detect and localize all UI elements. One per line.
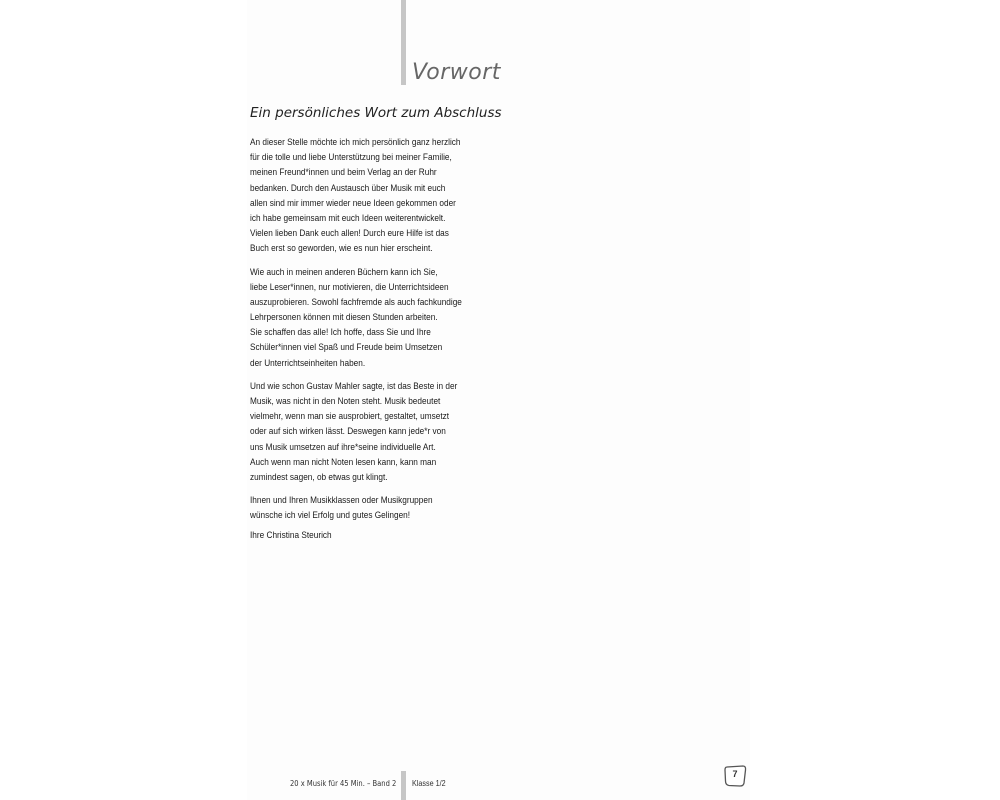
text-line: zumindest sagen, ob etwas gut klingt. xyxy=(250,471,388,483)
text-line: uns Musik umsetzen auf ihre*seine individuelle Art. xyxy=(250,441,436,453)
text-line: meinen Freund*innen und beim Verlag an der Ruhr xyxy=(250,167,437,179)
text-line: für die tolle und liebe Unterstützung bei meiner Familie, xyxy=(250,152,452,164)
text-line: wünsche ich viel Erfolg und gutes Gelingen! xyxy=(250,510,411,522)
text-line: allen sind mir immer wieder neue Ideen gekommen oder xyxy=(250,197,456,209)
signature: Ihre Christina Steurich xyxy=(250,530,332,541)
footer-accent-bar xyxy=(401,771,406,800)
text-line: vielmehr, wenn man sie ausprobiert, gestaltet, umsetzt xyxy=(250,411,450,423)
text-line: ich habe gemeinsam mit euch Ideen weiterentwickelt. xyxy=(250,212,446,224)
text-line: Wie auch in meinen anderen Büchern kann ich Sie, xyxy=(250,266,438,278)
text-line: Sie schaffen das alle! Ich hoffe, dass Sie und Ihre xyxy=(250,327,431,339)
text-line: Schüler*innen viel Spaß und Freude beim Umsetzen xyxy=(250,342,443,354)
paragraph-3 xyxy=(250,379,490,485)
header-accent-bar xyxy=(401,0,406,85)
text-line: Buch erst so geworden, wie es nun hier erscheint. xyxy=(250,243,433,255)
text-line: Lehrpersonen können mit diesen Stunden arbeiten. xyxy=(250,312,438,324)
text-line: auszuprobieren. Sowohl fachfremde als auch fachkundige xyxy=(250,296,462,308)
page-number: 7 xyxy=(732,769,738,779)
chapter-title: Vorwort xyxy=(412,60,501,85)
text-line: Vielen lieben Dank euch allen! Durch eure Hilfe ist das xyxy=(250,228,449,240)
footer-book-title: 20 x Musik für 45 Min. – Band 2 xyxy=(290,779,397,788)
section-subheading: Ein persönliches Wort zum Abschluss xyxy=(250,105,502,121)
page-number-badge xyxy=(723,764,747,788)
text-line: Und wie schon Gustav Mahler sagte, ist das Beste in der xyxy=(250,380,458,392)
text-line: Musik, was nicht in den Noten steht. Musik bedeutet xyxy=(250,396,441,407)
footer-class-level: Klasse 1/2 xyxy=(412,779,446,788)
paragraph-4 xyxy=(250,493,490,523)
text-line: der Unterrichtseinheiten haben. xyxy=(250,357,366,369)
text-line: Ihnen und Ihren Musikklassen oder Musikgruppen xyxy=(250,495,433,507)
text-line: bedanken. Durch den Austausch über Musik mit euch xyxy=(250,182,446,194)
text-line: Auch wenn man nicht Noten lesen kann, kann man xyxy=(250,456,437,468)
text-line: An dieser Stelle möchte ich mich persönlich ganz herzlich xyxy=(250,137,461,148)
paragraph-2 xyxy=(250,265,490,371)
text-line: oder auf sich wirken lässt. Deswegen kann jede*r von xyxy=(250,426,446,438)
text-line: liebe Leser*innen, nur motivieren, die Unterrichtsideen xyxy=(250,281,449,293)
body-text xyxy=(250,135,490,532)
paragraph-1 xyxy=(250,135,490,257)
